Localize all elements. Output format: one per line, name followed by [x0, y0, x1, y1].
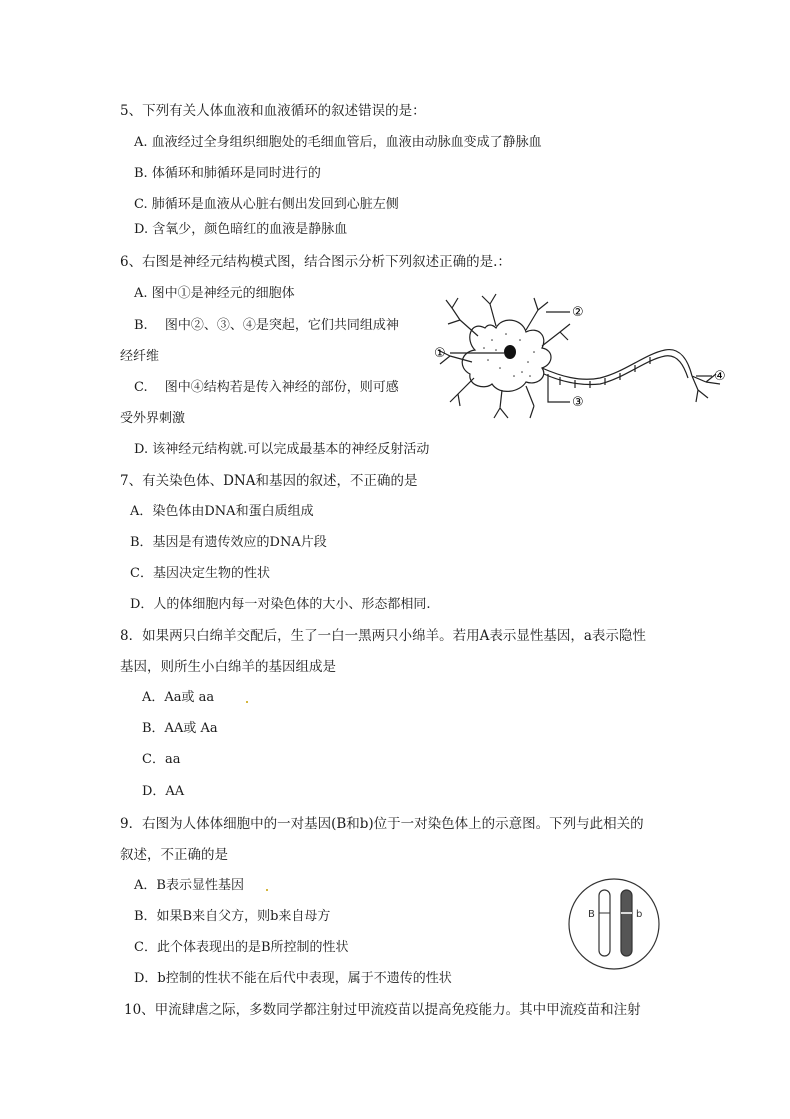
q10-stem: 10、甲流肆虐之际，多数同学都注射过甲流疫苗以提高免疫能力。其中甲流疫苗和注射 — [124, 1002, 641, 1018]
q6-option-b-line1: B. 图中②、③、④是突起，它们共同组成神 — [134, 318, 399, 333]
chromosome-left — [599, 890, 610, 956]
q9-option-b: B．如果B来自父方，则b来自母方 — [134, 909, 331, 924]
q9-option-c: C．此个体表现出的是B所控制的性状 — [134, 940, 349, 955]
q5-stem: 5、下列有关人体血液和血液循环的叙述错误的是： — [120, 103, 426, 119]
q8-stem-line2: 基因，则所生小白绵羊的基因组成是 — [120, 659, 336, 675]
q7-option-b: B．基因是有遗传效应的DNA片段 — [130, 535, 327, 550]
q6-option-d: D. 该神经元结构就.可以完成最基本的神经反射活动 — [134, 442, 430, 457]
q6-option-a: A. 图中①是神经元的细胞体 — [134, 286, 295, 301]
q5-option-d: D. 含氧少，颜色暗红的血液是静脉血 — [134, 222, 348, 237]
q9-option-d: D．b控制的性状不能在后代中表现，属于不遗传的性状 — [134, 971, 452, 986]
q5-option-b: B. 体循环和肺循环是同时进行的 — [134, 166, 321, 181]
q8-stem-line1: 8．如果两只白绵羊交配后，生了一白一黑两只小绵羊。若用A表示显性基因，a表示隐性 — [120, 628, 646, 644]
chromosome-right — [621, 890, 632, 956]
q8-option-c: C．aa — [142, 752, 181, 767]
q6-option-b-line2: 经纤维 — [120, 349, 160, 364]
q7-option-c: C．基因决定生物的性状 — [130, 566, 270, 581]
q9-stem-line2: 叙述，不正确的是 — [120, 847, 228, 863]
q6-option-c-line1: C. 图中④结构若是传入神经的部份，则可感 — [134, 380, 399, 395]
chromosome-diagram — [566, 868, 662, 980]
q9-stem-line1: 9．右图为人体体细胞中的一对基因(B和b)位于一对染色体上的示意图。下列与此相关的 — [120, 816, 644, 832]
q8-option-a: A．Aa或 aa — [142, 690, 215, 705]
q7-option-a: A．染色体由DNA和蛋白质组成 — [130, 504, 314, 519]
q5-option-a: A. 血液经过全身组织细胞处的毛细血管后，血液由动脉血变成了静脉血 — [134, 135, 542, 150]
q9-option-a: A．B表示显性基因 — [134, 878, 244, 893]
q7-stem: 7、有关染色体、DNA和基因的叙述，不正确的是 — [120, 473, 418, 489]
neuron-label-1: ① — [434, 346, 446, 361]
q6-option-c-line2: 受外界刺激 — [120, 411, 186, 426]
gene-label-b: b — [636, 909, 643, 920]
q6-stem: 6、右图是神经元结构模式图，结合图示分析下列叙述正确的是.： — [120, 254, 511, 270]
stray-dot — [246, 701, 248, 703]
q8-option-d: D．AA — [142, 784, 185, 799]
stray-dot — [266, 889, 268, 891]
q8-option-b: B．AA或 Aa — [142, 721, 218, 736]
neuron-diagram — [430, 290, 730, 430]
q7-option-d: D．人的体细胞内每一对染色体的大小、形态都相同. — [130, 597, 431, 612]
q5-option-c: C. 肺循环是血液从心脏右侧出发回到心脏左侧 — [134, 197, 399, 212]
neuron-label-4: ④ — [714, 369, 726, 384]
neuron-label-2: ② — [572, 305, 584, 320]
neuron-label-3: ③ — [572, 395, 584, 410]
gene-label-B: B — [588, 909, 595, 920]
